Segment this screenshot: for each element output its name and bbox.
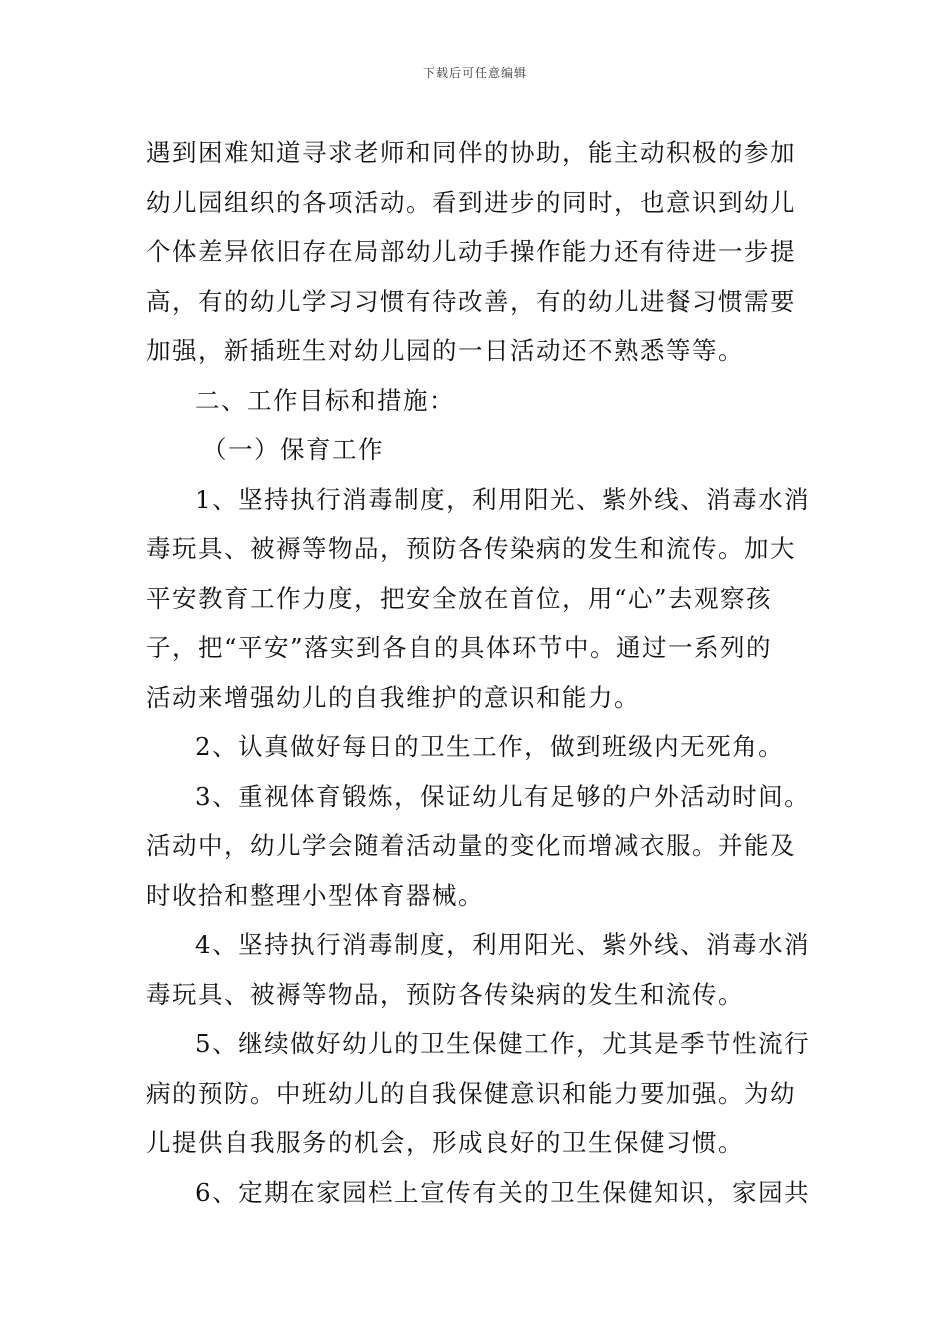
paragraph-start-line: 6、定期在家园栏上宣传有关的卫生保健知识，家园共 xyxy=(195,1177,811,1207)
paragraph-start-line: 3、重视体育锻炼，保证幼儿有足够的户外活动时间。 xyxy=(195,781,811,811)
text-line: 个体差异依旧存在局部幼儿动手操作能力还有待进一步提 xyxy=(146,237,796,266)
text-line: 幼儿园组织的各项活动。看到进步的同时，也意识到幼儿 xyxy=(146,187,796,217)
subsection-heading: （一）保育工作 xyxy=(202,435,384,464)
text-line: 毒玩具、被褥等物品，预防各传染病的发生和流传。加大 xyxy=(146,534,796,563)
text-line: 子，把“平安”落实到各自的具体环节中。通过一系列的 xyxy=(146,633,773,662)
text-line: 遇到困难知道寻求老师和同伴的协助，能主动积极的参加 xyxy=(146,138,796,167)
section-heading: 二、工作目标和措施： xyxy=(195,385,455,415)
text-line: 时收拾和整理小型体育器械。 xyxy=(146,880,484,910)
text-line: 病的预防。中班幼儿的自我保健意识和能力要加强。为幼 xyxy=(146,1078,796,1108)
text-line: 儿提供自我服务的机会，形成良好的卫生保健习惯。 xyxy=(146,1128,744,1157)
text-line: 平安教育工作力度，把安全放在首位，用“心”去观察孩 xyxy=(146,583,773,613)
text-line: 活动中，幼儿学会随着活动量的变化而增减衣服。并能及 xyxy=(146,831,796,860)
text-line: 活动来增强幼儿的自我维护的意识和能力。 xyxy=(146,682,640,712)
text-line: 毒玩具、被褥等物品，预防各传染病的发生和流传。 xyxy=(146,979,744,1009)
paragraph-start-line: 1、坚持执行消毒制度，利用阳光、紫外线、消毒水消 xyxy=(195,484,811,514)
text-line: 高，有的幼儿学习习惯有待改善，有的幼儿进餐习惯需要 xyxy=(146,286,796,316)
text-line: 加强，新插班生对幼儿园的一日活动还不熟悉等等。 xyxy=(146,336,744,365)
paragraph-start-line: 4、坚持执行消毒制度，利用阳光、紫外线、消毒水消 xyxy=(195,930,811,959)
paragraph-start-line: 5、继续做好幼儿的卫生保健工作，尤其是季节性流行 xyxy=(195,1029,811,1058)
page-header-note: 下载后可任意编辑 xyxy=(422,66,527,80)
paragraph-start-line: 2、认真做好每日的卫生工作，做到班级内无死角。 xyxy=(195,732,785,761)
document-body xyxy=(146,128,811,1217)
